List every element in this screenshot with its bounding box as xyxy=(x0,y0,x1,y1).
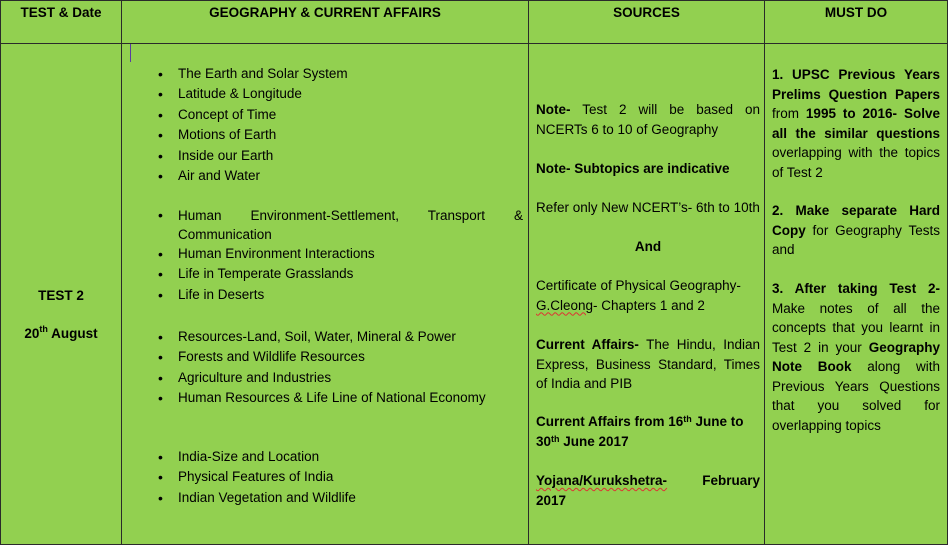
topic-item: • India-Size and Location xyxy=(158,447,523,467)
topic-item: • Motions of Earth xyxy=(158,125,523,145)
header-sources: SOURCES xyxy=(529,1,765,44)
must-do-item-1: 1. UPSC Previous Years Prelims Question Papers from 1995 to 2016- Solve all the similar questions overlapping with the topics of Test 2 xyxy=(772,67,940,180)
topic-item: • Inside our Earth xyxy=(158,146,523,166)
header-row xyxy=(1,1,948,44)
test-date: 20th August xyxy=(24,324,98,341)
topic-group-2 xyxy=(158,206,523,305)
header-test-date: TEST & Date xyxy=(1,1,122,44)
and-label: And xyxy=(634,239,662,254)
sources-cell xyxy=(529,44,765,545)
topic-item: • Human Environment Interactions xyxy=(158,244,523,264)
topic-item: • Physical Features of India xyxy=(158,467,523,487)
topics-cell xyxy=(122,44,529,545)
current-affairs-sources: Current Affairs- The Hindu, Indian Express, Business Standard, Times of India and PIB xyxy=(536,337,761,391)
topic-item: • Forests and Wildlife Resources xyxy=(158,347,523,367)
topic-item: • Concept of Time xyxy=(158,105,523,125)
yojana-source: Yojana/Kurukshetra- February 2017 xyxy=(536,473,760,508)
must-do-cell xyxy=(765,44,948,545)
test-name: TEST 2 xyxy=(38,288,84,303)
header-geography: GEOGRAPHY & CURRENT AFFAIRS xyxy=(122,1,529,44)
topic-item: • Agriculture and Industries xyxy=(158,368,523,388)
topic-item: • Latitude & Longitude xyxy=(158,84,523,104)
note-test-basis: Note- Test 2 will be based on NCERTs 6 to 10 of Geography xyxy=(536,102,760,137)
must-do-item-2: 2. Make separate Hard Copy for Geography Tests and xyxy=(772,203,940,257)
header-must-do: MUST DO xyxy=(765,1,948,44)
topic-item: • Resources-Land, Soil, Water, Mineral & Power xyxy=(158,327,523,347)
topic-item: • Indian Vegetation and Wildlife xyxy=(158,488,523,508)
topic-group-1 xyxy=(158,64,523,186)
refer-ncert: Refer only New NCERT’s- 6th to 10th xyxy=(536,200,760,215)
topic-item: • Life in Deserts xyxy=(158,285,523,305)
topic-item: • Human Resources & Life Line of National Economy xyxy=(158,388,523,408)
topic-group-3 xyxy=(158,327,523,409)
must-do-item-3: 3. After taking Test 2- Make notes of all the concepts that you learnt in Test 2 in your Geography Note Book along with Previous Years Questions that you solved for overlapping topics xyxy=(772,281,940,433)
topic-item: • Human Environment-Settlement, Transport & Communication xyxy=(158,206,523,244)
certificate-source: Certificate of Physical Geography- G.Cleong- Chapters 1 and 2 xyxy=(536,278,741,313)
test-row xyxy=(1,44,948,545)
current-affairs-period: Current Affairs from 16th June to 30th June 2017 xyxy=(536,414,744,449)
text-cursor xyxy=(130,44,131,62)
topic-item: • Air and Water xyxy=(158,166,523,186)
topic-item: • Life in Temperate Grasslands xyxy=(158,264,523,284)
test-date-cell xyxy=(1,44,122,545)
topic-group-4 xyxy=(158,447,523,508)
topic-item: • The Earth and Solar System xyxy=(158,64,523,84)
note-subtopics: Note- Subtopics are indicative xyxy=(536,161,730,176)
